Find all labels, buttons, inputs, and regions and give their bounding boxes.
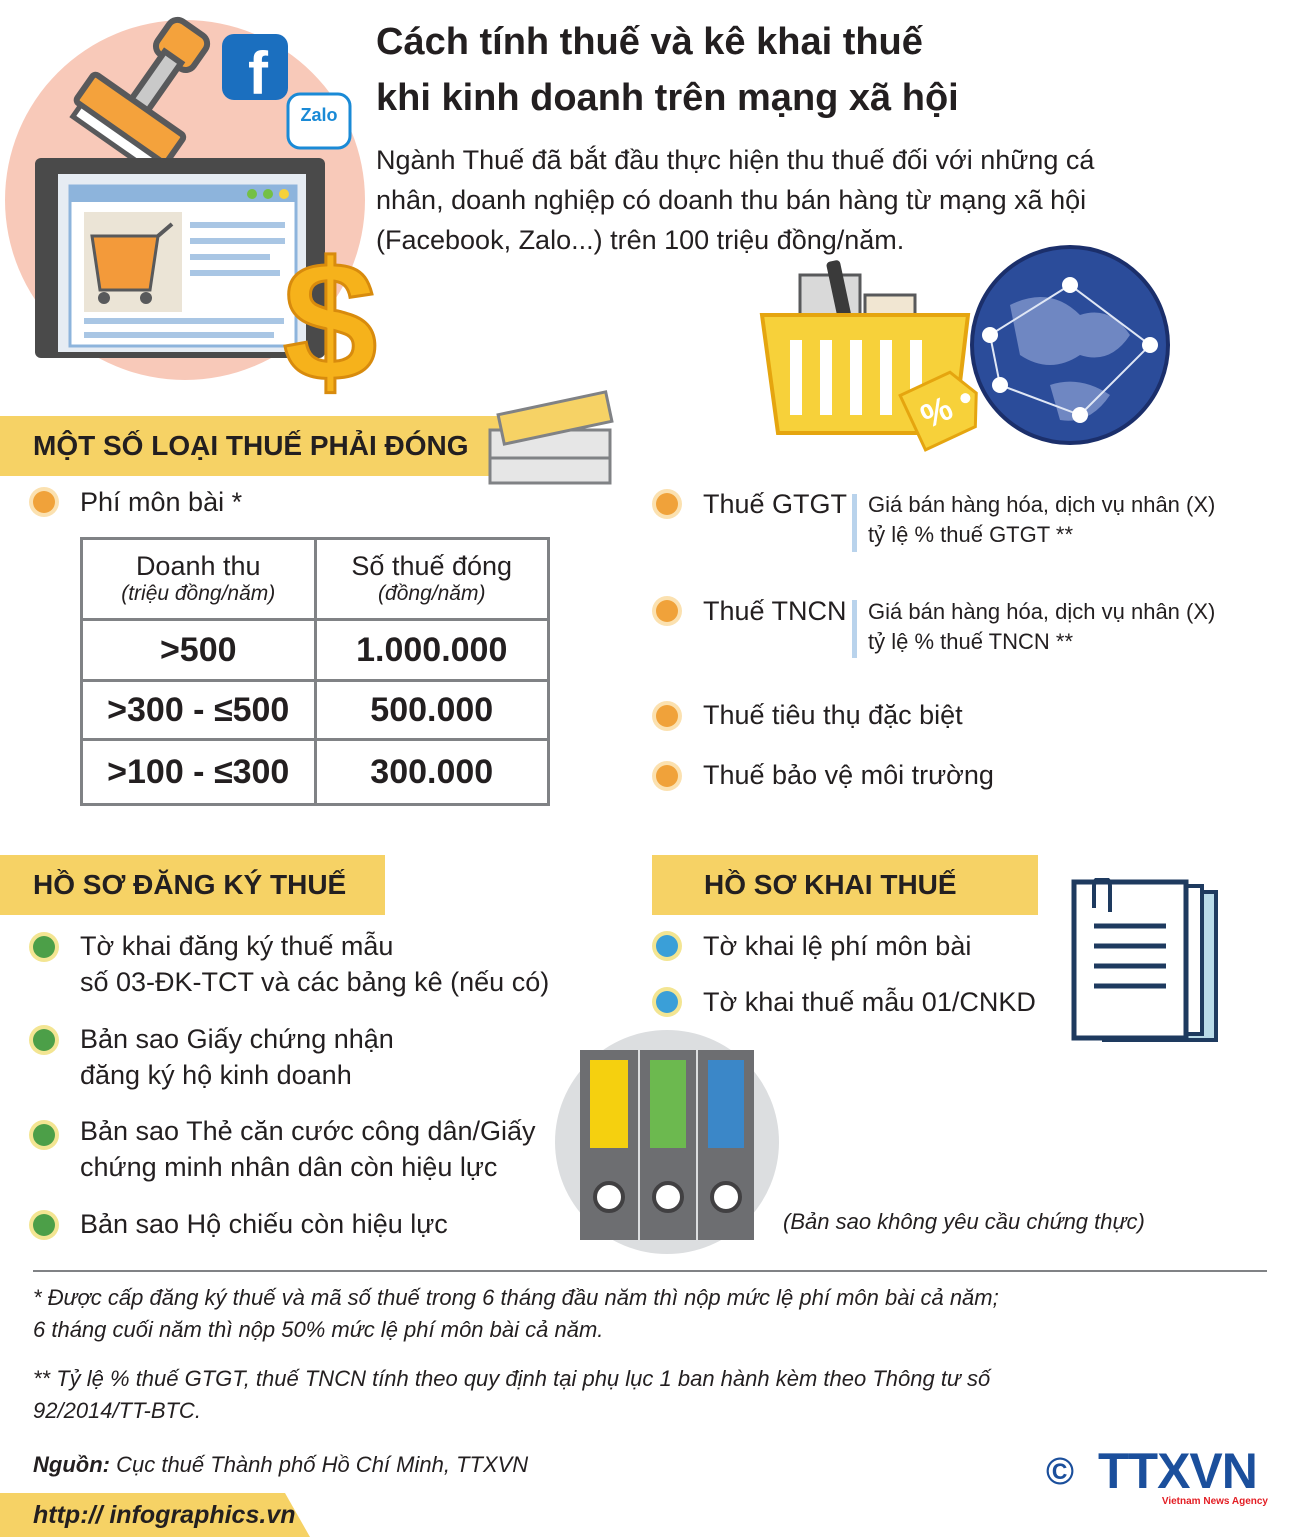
intro-line-3: (Facebook, Zalo...) trên 100 triệu đồng/năm. bbox=[376, 225, 905, 255]
tax-header-unit: (đồng/năm) bbox=[378, 582, 486, 605]
ttxvn-logo-text: TTXVN bbox=[1098, 1443, 1257, 1499]
bullet-dot bbox=[656, 705, 678, 727]
registration-item-1-line-1: Tờ khai đăng ký thuế mẫu bbox=[80, 931, 394, 961]
binders-icon bbox=[555, 1030, 780, 1258]
bullet-dot bbox=[33, 936, 55, 958]
pit-desc-line-2: tỷ lệ % thuế TNCN ** bbox=[868, 629, 1074, 654]
pit-divider bbox=[852, 600, 857, 658]
revenue-cell: >100 - ≤300 bbox=[82, 740, 316, 805]
tax-cell: 300.000 bbox=[315, 740, 549, 805]
computer-shopping-illustration bbox=[0, 0, 400, 395]
pit-description bbox=[868, 597, 1215, 657]
bullet-dot bbox=[33, 1124, 55, 1146]
tax-column-header bbox=[315, 539, 549, 620]
revenue-header-label: Doanh thu bbox=[135, 551, 261, 581]
pit-desc-line-1: Giá bán hàng hóa, dịch vụ nhân (X) bbox=[868, 599, 1216, 624]
registration-item-1 bbox=[80, 928, 549, 1000]
footnote-1 bbox=[33, 1282, 999, 1346]
declaration-item-2: Tờ khai thuế mẫu 01/CNKD bbox=[703, 987, 1036, 1017]
registration-item-3-line-2: chứng minh nhân dân còn hiệu lực bbox=[80, 1152, 498, 1182]
footnote-1-line-1: * Được cấp đăng ký thuế và mã số thuế trong 6 tháng đầu năm thì nộp mức lệ phí môn bài cả năm; bbox=[33, 1285, 999, 1310]
source-text: Cục thuế Thành phố Hồ Chí Minh, TTXVN bbox=[116, 1452, 529, 1477]
revenue-cell: >500 bbox=[82, 620, 316, 681]
table-row bbox=[82, 620, 549, 681]
footer-url[interactable]: http:// infographics.vn bbox=[33, 1501, 296, 1529]
ttxvn-logo bbox=[1098, 1443, 1270, 1508]
bullet-dot bbox=[33, 1214, 55, 1236]
binder-green bbox=[640, 1050, 696, 1240]
registration-item-3-line-1: Bản sao Thẻ căn cước công dân/Giấy bbox=[80, 1116, 536, 1146]
title-line-2: khi kinh doanh trên mạng xã hội bbox=[376, 77, 959, 119]
table-row bbox=[82, 681, 549, 740]
bullet-dot bbox=[656, 600, 678, 622]
revenue-header-unit: (triệu đồng/năm) bbox=[121, 582, 276, 605]
table-header-row bbox=[82, 539, 549, 620]
declaration-section-heading: HỒ SƠ KHAI THUẾ bbox=[652, 855, 1038, 915]
zalo-icon bbox=[288, 94, 350, 148]
bullet-dot bbox=[33, 491, 55, 513]
footnote-divider bbox=[33, 1270, 1267, 1272]
globe-icon bbox=[972, 247, 1168, 443]
registration-section-heading: HỒ SƠ ĐĂNG KÝ THUẾ bbox=[0, 855, 385, 915]
license-fee-label: Phí môn bài * bbox=[80, 487, 243, 517]
tax-cell: 1.000.000 bbox=[315, 620, 549, 681]
document-icon bbox=[1068, 878, 1218, 1043]
svg-text:$: $ bbox=[282, 227, 378, 395]
registration-item-4: Bản sao Hộ chiếu còn hiệu lực bbox=[80, 1209, 448, 1239]
bullet-dot bbox=[656, 765, 678, 787]
page-title bbox=[376, 14, 1276, 126]
money-stack-icon bbox=[485, 385, 620, 495]
pit-label: Thuế TNCN bbox=[703, 596, 847, 626]
intro-line-1: Ngành Thuế đã bắt đầu thực hiện thu thuế đối với những cá bbox=[376, 145, 1095, 175]
footnote-2 bbox=[33, 1363, 990, 1427]
intro-line-2: nhân, doanh nghiệp có doanh thu bán hàng từ mạng xã hội bbox=[376, 185, 1087, 215]
license-fee-table bbox=[80, 537, 550, 806]
taxes-section-heading: MỘT SỐ LOẠI THUẾ PHẢI ĐÓNG bbox=[0, 416, 500, 476]
copy-note: (Bản sao không yêu cầu chứng thực) bbox=[783, 1209, 1145, 1234]
bullet-dot bbox=[656, 935, 678, 957]
binder-yellow bbox=[580, 1050, 638, 1240]
copyright-icon: © bbox=[1046, 1451, 1074, 1493]
registration-item-2-line-1: Bản sao Giấy chứng nhận bbox=[80, 1024, 394, 1054]
binder-blue bbox=[698, 1050, 754, 1240]
vat-divider bbox=[852, 494, 857, 552]
footnote-2-line-1: ** Tỷ lệ % thuế GTGT, thuế TNCN tính theo quy định tại phụ lục 1 ban hành kèm theo Thông tư số bbox=[33, 1366, 991, 1391]
footnote-2-line-2: 92/2014/TT-BTC. bbox=[33, 1398, 201, 1423]
vat-desc-line-1: Giá bán hàng hóa, dịch vụ nhân (X) bbox=[868, 492, 1216, 517]
registration-item-2-line-2: đăng ký hộ kinh doanh bbox=[80, 1060, 352, 1090]
environment-tax-label: Thuế bảo vệ môi trường bbox=[703, 760, 994, 790]
registration-item-3 bbox=[80, 1113, 536, 1185]
table-row bbox=[82, 740, 549, 805]
tax-header-label: Số thuế đóng bbox=[351, 551, 513, 581]
ttxvn-logo-subtitle: Vietnam News Agency bbox=[1161, 1496, 1268, 1507]
basket-globe-illustration bbox=[750, 245, 1180, 470]
revenue-column-header bbox=[82, 539, 316, 620]
vat-label: Thuế GTGT bbox=[703, 489, 848, 519]
special-tax-label: Thuế tiêu thụ đặc biệt bbox=[703, 700, 963, 730]
vat-desc-line-2: tỷ lệ % thuế GTGT ** bbox=[868, 522, 1074, 547]
vat-description bbox=[868, 490, 1215, 550]
source-line bbox=[33, 1449, 528, 1481]
intro-paragraph bbox=[376, 140, 1276, 260]
revenue-cell: >300 - ≤500 bbox=[82, 681, 316, 740]
bullet-dot bbox=[33, 1029, 55, 1051]
svg-text:Zalo: Zalo bbox=[300, 105, 338, 125]
title-line-1: Cách tính thuế và kê khai thuế bbox=[376, 21, 923, 63]
facebook-icon bbox=[222, 34, 288, 107]
svg-text:%: % bbox=[915, 388, 959, 437]
bullet-dot bbox=[656, 991, 678, 1013]
svg-text:f: f bbox=[248, 40, 268, 107]
source-label: Nguồn: bbox=[33, 1452, 110, 1477]
registration-item-2 bbox=[80, 1021, 394, 1093]
declaration-item-1: Tờ khai lệ phí môn bài bbox=[703, 931, 972, 961]
tax-cell: 500.000 bbox=[315, 681, 549, 740]
monitor-icon bbox=[35, 158, 325, 358]
bullet-dot bbox=[656, 493, 678, 515]
footnote-1-line-2: 6 tháng cuối năm thì nộp 50% mức lệ phí môn bài cả năm. bbox=[33, 1317, 604, 1342]
dollar-sign-icon bbox=[283, 227, 378, 395]
registration-item-1-line-2: số 03-ĐK-TCT và các bảng kê (nếu có) bbox=[80, 967, 550, 997]
